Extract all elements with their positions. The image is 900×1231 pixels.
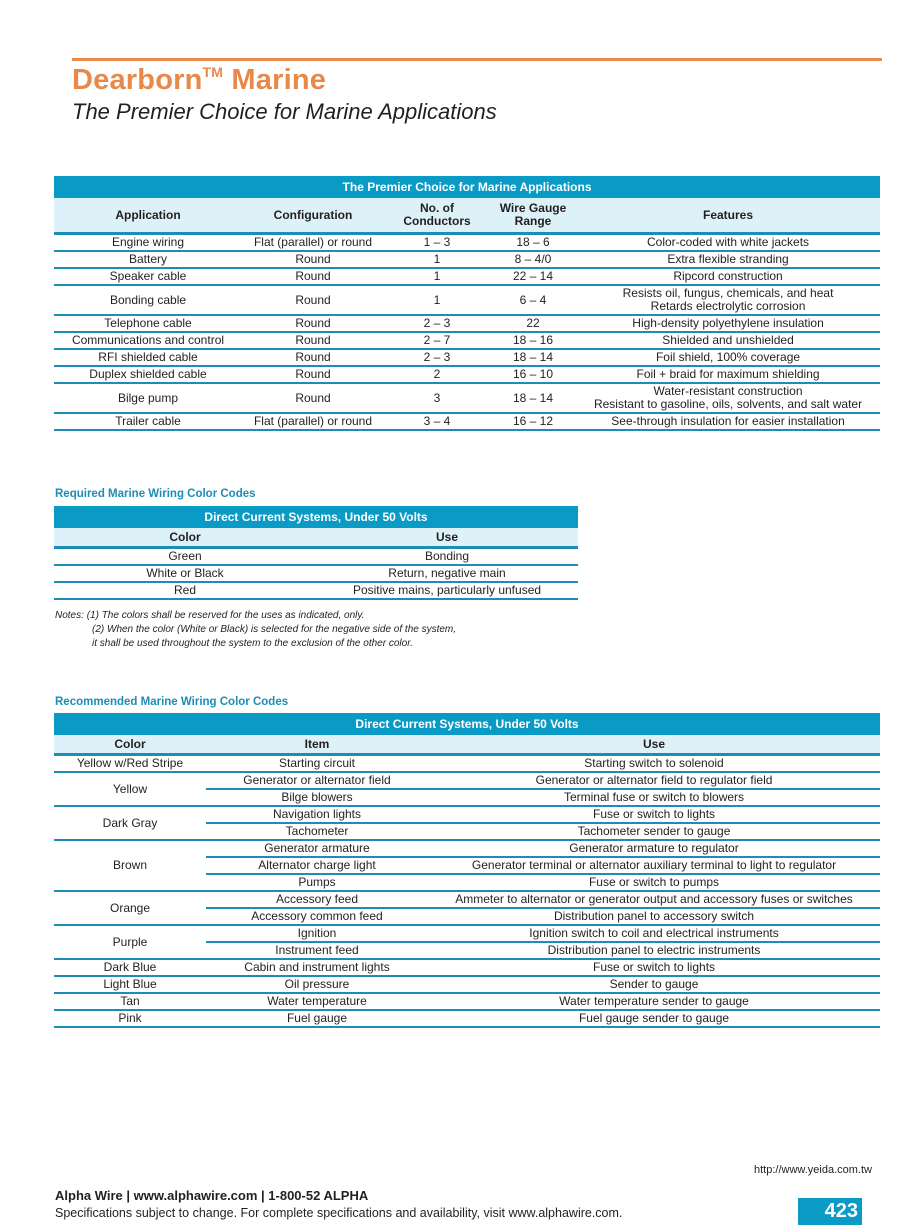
- item-cell: Ignition: [206, 925, 428, 942]
- table-banner: Direct Current Systems, Under 50 Volts: [54, 506, 578, 528]
- application-cell: Battery: [54, 251, 242, 268]
- page-number: 423: [798, 1198, 862, 1225]
- gauge-cell: 6 – 4: [490, 285, 576, 315]
- application-cell: Speaker cable: [54, 268, 242, 285]
- features-cell: Ripcord construction: [576, 268, 880, 285]
- gauge-cell: 8 – 4/0: [490, 251, 576, 268]
- table-row: [54, 959, 880, 976]
- table-row: [54, 349, 880, 366]
- color-cell: White or Black: [54, 565, 316, 582]
- color-cell: Orange: [54, 891, 206, 925]
- item-cell: Tachometer: [206, 823, 428, 840]
- features-cell: Extra flexible stranding: [576, 251, 880, 268]
- conductors-cell: 2: [384, 366, 490, 383]
- column-header: Configuration: [242, 198, 384, 234]
- conductors-cell: 1 – 3: [384, 234, 490, 252]
- color-cell: Yellow w/Red Stripe: [54, 755, 206, 773]
- note-2: (2) When the color (White or Black) is selected for the negative side of the system,: [92, 624, 457, 635]
- color-cell: Green: [54, 548, 316, 566]
- item-cell: Generator armature: [206, 840, 428, 857]
- table-banner: Direct Current Systems, Under 50 Volts: [54, 713, 880, 735]
- table-row: [54, 925, 880, 942]
- features-cell: Foil shield, 100% coverage: [576, 349, 880, 366]
- color-cell: Yellow: [54, 772, 206, 806]
- features-cell: Resists oil, fungus, chemicals, and heat Retards electrolytic corrosion: [576, 285, 880, 315]
- top-rule: [72, 58, 882, 61]
- use-cell: Sender to gauge: [428, 976, 880, 993]
- use-cell: Ammeter to alternator or generator output and accessory fuses or switches: [428, 891, 880, 908]
- source-url: http://www.yeida.com.tw: [754, 1164, 872, 1176]
- use-cell: Fuse or switch to lights: [428, 806, 880, 823]
- use-cell: Fuel gauge sender to gauge: [428, 1010, 880, 1027]
- item-cell: Water temperature: [206, 993, 428, 1010]
- use-cell: Generator or alternator field to regulator field: [428, 772, 880, 789]
- configuration-cell: Round: [242, 285, 384, 315]
- conductors-cell: 2 – 3: [384, 315, 490, 332]
- color-cell: Tan: [54, 993, 206, 1010]
- column-header: Application: [54, 198, 242, 234]
- gauge-cell: 16 – 10: [490, 366, 576, 383]
- configuration-cell: Round: [242, 251, 384, 268]
- use-cell: Positive mains, particularly unfused: [316, 582, 578, 599]
- note-2-continued: it shall be used throughout the system to the exclusion of the other color.: [92, 638, 413, 649]
- trademark-symbol: TM: [202, 64, 224, 80]
- use-cell: Fuse or switch to lights: [428, 959, 880, 976]
- use-cell: Terminal fuse or switch to blowers: [428, 789, 880, 806]
- table-row: [54, 268, 880, 285]
- item-cell: Bilge blowers: [206, 789, 428, 806]
- conductors-cell: 3 – 4: [384, 413, 490, 430]
- features-cell: Color-coded with white jackets: [576, 234, 880, 252]
- item-cell: Alternator charge light: [206, 857, 428, 874]
- configuration-cell: Round: [242, 349, 384, 366]
- conductors-cell: 1: [384, 285, 490, 315]
- column-header: Use: [428, 735, 880, 755]
- application-cell: Communications and control: [54, 332, 242, 349]
- required-codes-table: [54, 506, 578, 600]
- application-cell: Duplex shielded cable: [54, 366, 242, 383]
- item-cell: Oil pressure: [206, 976, 428, 993]
- required-codes-title: Required Marine Wiring Color Codes: [55, 488, 256, 500]
- configuration-cell: Round: [242, 315, 384, 332]
- conductors-cell: 2 – 7: [384, 332, 490, 349]
- application-cell: Engine wiring: [54, 234, 242, 252]
- use-cell: Tachometer sender to gauge: [428, 823, 880, 840]
- conductors-cell: 2 – 3: [384, 349, 490, 366]
- table-row: [54, 234, 880, 252]
- features-cell: Water-resistant construction Resistant to gasoline, oils, solvents, and salt water: [576, 383, 880, 413]
- features-cell: Foil + braid for maximum shielding: [576, 366, 880, 383]
- use-cell: Generator armature to regulator: [428, 840, 880, 857]
- configuration-cell: Round: [242, 366, 384, 383]
- color-cell: Purple: [54, 925, 206, 959]
- item-cell: Accessory common feed: [206, 908, 428, 925]
- color-cell: Light Blue: [54, 976, 206, 993]
- conductors-cell: 3: [384, 383, 490, 413]
- table-row: [54, 315, 880, 332]
- gauge-cell: 16 – 12: [490, 413, 576, 430]
- recommended-codes-table: [54, 713, 880, 1028]
- applications-table: [54, 176, 880, 431]
- disclaimer: Specifications subject to change. For complete specifications and availability, visit www.alphawire.com.: [55, 1206, 623, 1220]
- gauge-cell: 18 – 14: [490, 349, 576, 366]
- gauge-cell: 22: [490, 315, 576, 332]
- table-row: [54, 383, 880, 413]
- use-cell: Bonding: [316, 548, 578, 566]
- company-line: Alpha Wire | www.alphawire.com | 1-800-52 ALPHA: [55, 1188, 369, 1203]
- gauge-cell: 18 – 14: [490, 383, 576, 413]
- column-header: Use: [316, 528, 578, 548]
- conductors-cell: 1: [384, 268, 490, 285]
- use-cell: Distribution panel to electric instruments: [428, 942, 880, 959]
- configuration-cell: Round: [242, 383, 384, 413]
- table-row: [54, 366, 880, 383]
- item-cell: Instrument feed: [206, 942, 428, 959]
- item-cell: Generator or alternator field: [206, 772, 428, 789]
- application-cell: Bonding cable: [54, 285, 242, 315]
- table-row: [54, 993, 880, 1010]
- table-row: [54, 548, 578, 566]
- configuration-cell: Flat (parallel) or round: [242, 234, 384, 252]
- table-row: [54, 1010, 880, 1027]
- application-cell: Bilge pump: [54, 383, 242, 413]
- item-cell: Starting circuit: [206, 755, 428, 773]
- color-cell: Brown: [54, 840, 206, 891]
- item-cell: Cabin and instrument lights: [206, 959, 428, 976]
- table-row: [54, 976, 880, 993]
- recommended-codes-title: Recommended Marine Wiring Color Codes: [55, 696, 289, 708]
- page-title: [72, 64, 326, 97]
- item-cell: Accessory feed: [206, 891, 428, 908]
- table-row: [54, 582, 578, 599]
- use-cell: Fuse or switch to pumps: [428, 874, 880, 891]
- use-cell: Return, negative main: [316, 565, 578, 582]
- column-header: Item: [206, 735, 428, 755]
- page-subtitle: The Premier Choice for Marine Applications: [72, 99, 497, 124]
- conductors-cell: 1: [384, 251, 490, 268]
- use-cell: Ignition switch to coil and electrical instruments: [428, 925, 880, 942]
- color-cell: Pink: [54, 1010, 206, 1027]
- gauge-cell: 18 – 6: [490, 234, 576, 252]
- table-row: [54, 565, 578, 582]
- table-row: [54, 840, 880, 857]
- features-cell: High-density polyethylene insulation: [576, 315, 880, 332]
- color-cell: Red: [54, 582, 316, 599]
- table-row: [54, 413, 880, 430]
- table-row: [54, 332, 880, 349]
- gauge-cell: 22 – 14: [490, 268, 576, 285]
- column-header: Color: [54, 528, 316, 548]
- column-header: Color: [54, 735, 206, 755]
- color-cell: Dark Blue: [54, 959, 206, 976]
- column-header: No. of Conductors: [384, 198, 490, 234]
- table-row: [54, 891, 880, 908]
- configuration-cell: Round: [242, 332, 384, 349]
- use-cell: Water temperature sender to gauge: [428, 993, 880, 1010]
- configuration-cell: Flat (parallel) or round: [242, 413, 384, 430]
- table-row: [54, 285, 880, 315]
- column-header: Wire Gauge Range: [490, 198, 576, 234]
- use-cell: Starting switch to solenoid: [428, 755, 880, 773]
- table-row: [54, 251, 880, 268]
- application-cell: Trailer cable: [54, 413, 242, 430]
- use-cell: Distribution panel to accessory switch: [428, 908, 880, 925]
- gauge-cell: 18 – 16: [490, 332, 576, 349]
- table-row: [54, 806, 880, 823]
- color-cell: Dark Gray: [54, 806, 206, 840]
- brand-suffix: Marine: [231, 64, 327, 96]
- table-row: [54, 755, 880, 773]
- table-row: [54, 772, 880, 789]
- item-cell: Navigation lights: [206, 806, 428, 823]
- column-header: Features: [576, 198, 880, 234]
- item-cell: Fuel gauge: [206, 1010, 428, 1027]
- application-cell: Telephone cable: [54, 315, 242, 332]
- brand-name: Dearborn: [72, 64, 203, 96]
- notes: [55, 609, 456, 651]
- application-cell: RFI shielded cable: [54, 349, 242, 366]
- configuration-cell: Round: [242, 268, 384, 285]
- features-cell: See-through insulation for easier installation: [576, 413, 880, 430]
- table-banner: The Premier Choice for Marine Applications: [54, 176, 880, 198]
- note-1: (1) The colors shall be reserved for the uses as indicated, only.: [86, 610, 365, 621]
- features-cell: Shielded and unshielded: [576, 332, 880, 349]
- notes-label: Notes:: [55, 610, 84, 621]
- item-cell: Pumps: [206, 874, 428, 891]
- use-cell: Generator terminal or alternator auxiliary terminal to light to regulator: [428, 857, 880, 874]
